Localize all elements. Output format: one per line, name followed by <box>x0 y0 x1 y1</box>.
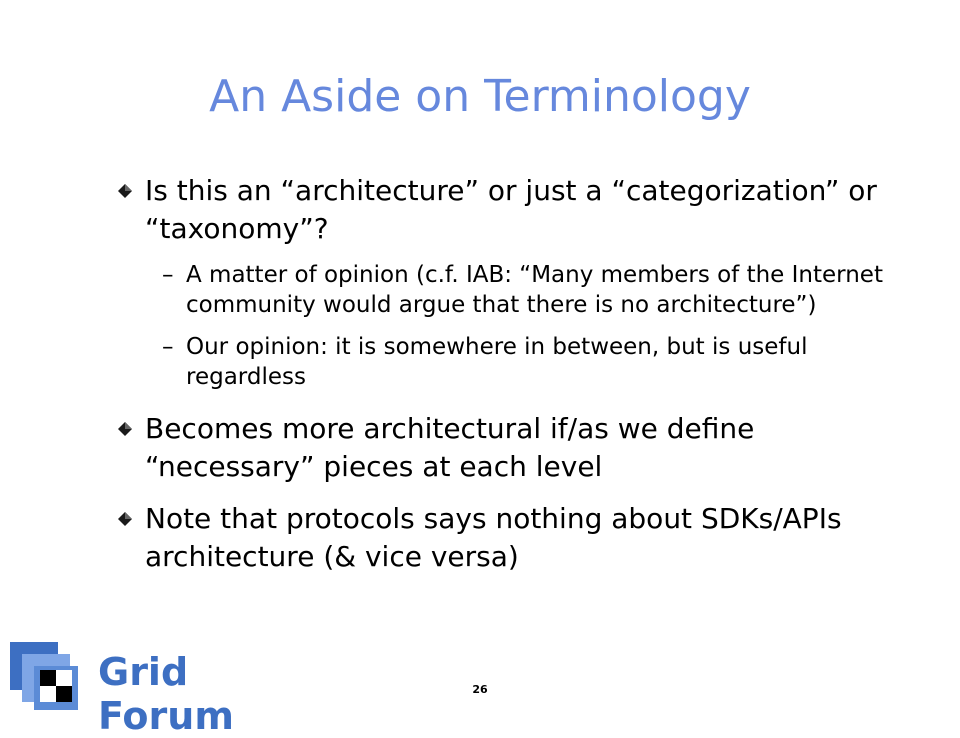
bullet-item <box>118 500 898 576</box>
grid-forum-logo-icon <box>8 638 88 714</box>
sub-bullet-item <box>118 332 898 392</box>
bullet-item <box>118 410 898 486</box>
bullet-text: Becomes more architectural if/as we define “necessary” pieces at each level <box>145 412 755 483</box>
bullet-text: Is this an “architecture” or just a “categorization” or “taxonomy”? <box>145 174 877 245</box>
bullet-text: Note that protocols says nothing about SDKs/APIs architecture (& vice versa) <box>145 502 842 573</box>
sub-bullet-text: Our opinion: it is somewhere in between, but is useful regardless <box>186 334 808 390</box>
grid-forum-logo <box>8 638 308 738</box>
slide-title: An Aside on Terminology <box>209 71 751 122</box>
sub-bullet-text: A matter of opinion (c.f. IAB: “Many members of the Internet community would argue that there is no architecture”) <box>186 262 883 318</box>
sub-bullet-item <box>118 260 898 320</box>
dash-marker: – <box>162 262 174 288</box>
slide-content <box>118 172 898 576</box>
dash-marker: – <box>162 334 174 360</box>
logo-text: Grid Forum <box>98 650 234 738</box>
diamond-bullet-icon <box>118 422 132 436</box>
diamond-bullet-icon <box>118 512 132 526</box>
bullet-item <box>118 172 898 248</box>
page-number: 26 <box>472 683 488 696</box>
diamond-bullet-icon <box>118 184 132 198</box>
